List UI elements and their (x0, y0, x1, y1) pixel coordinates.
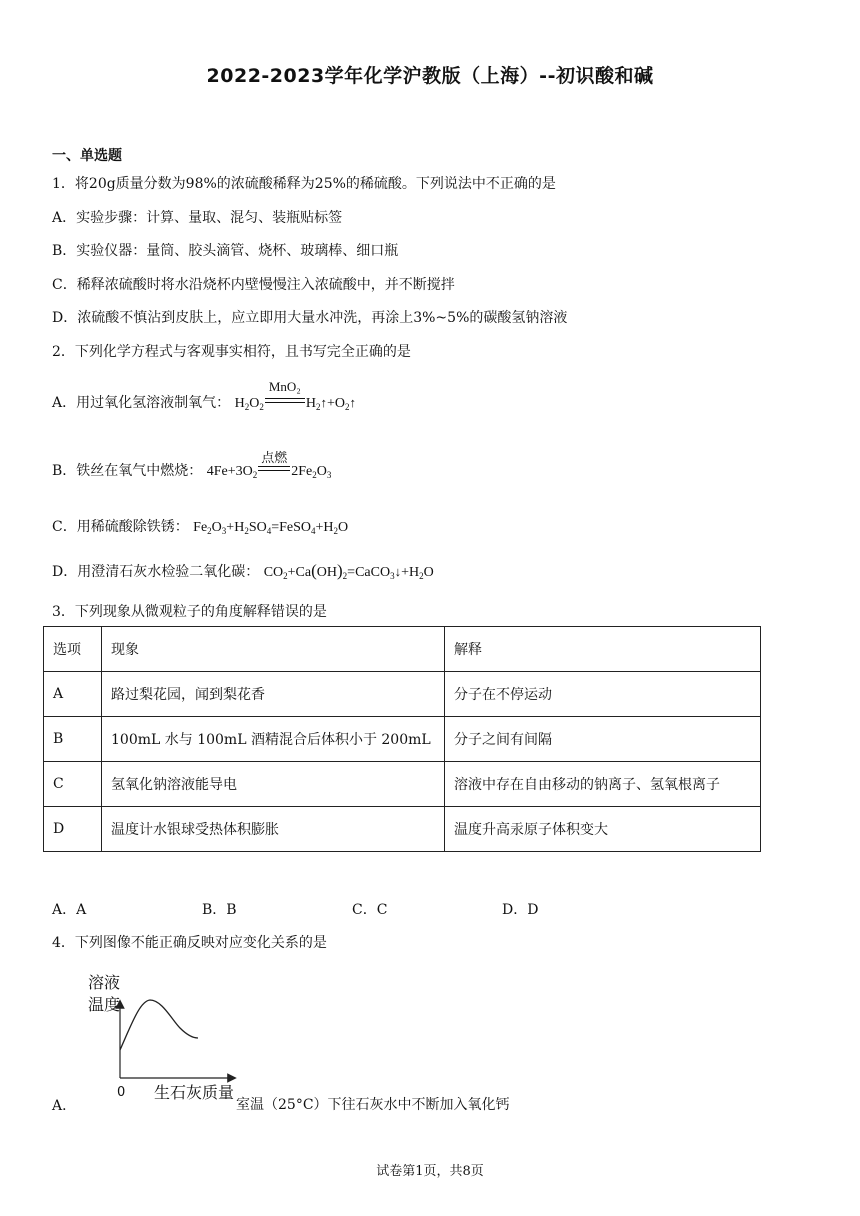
table-cell: A (44, 672, 102, 717)
q1-option-c: C．稀释浓硫酸时将水沿烧杯内壁慢慢注入浓硫酸中，并不断搅拌 (52, 277, 455, 293)
q2-option-d (52, 561, 434, 581)
q1-option-b: B．实验仪器：量筒、胶头滴管、烧杯、玻璃棒、细口瓶 (52, 243, 399, 259)
table-cell: 分子在不停运动 (445, 672, 761, 717)
table-header-row (44, 627, 761, 672)
table-cell: D (44, 807, 102, 852)
q2-option-c-equation: $Fe_2O_3+H_2SO_4=FeSO_4+H_2O$ (193, 520, 349, 536)
table-header-cell: 现象 (102, 627, 445, 672)
q3-option-a: A．A (52, 902, 87, 918)
q2-option-a-label: A．用过氧化氢溶液制氧气： (52, 395, 231, 411)
table-cell: C (44, 762, 102, 807)
q4-option-a-label: A． (52, 1098, 77, 1114)
q4-stem: 4．下列图像不能正确反映对应变化关系的是 (52, 935, 327, 951)
q3-option-b: B．B (202, 902, 237, 918)
q2-option-a (52, 379, 356, 412)
q2-option-b (52, 450, 332, 480)
table-cell: 溶液中存在自由移动的钠离子、氢氧根离子 (445, 762, 761, 807)
q1-option-a: A．实验步骤：计算、量取、混匀、装瓶贴标签 (52, 210, 343, 226)
q1-option-d: D．浓硫酸不慎沾到皮肤上，应立即用大量水冲洗，再涂上3%~5%的碳酸氢钠溶液 (52, 310, 568, 326)
graph-ylabel-2: 温度 (88, 995, 121, 1014)
q2-option-d-equation: $CO_2+Ca(OH)_2=CaCO_3↓+H_2O$ (263, 561, 434, 581)
q3-table (43, 626, 761, 852)
q4-option-a-graph (80, 968, 240, 1108)
q2-a-condition: MnO₂ (268, 379, 301, 394)
q2-option-a-equation: $H_2O_2$ MnO₂ $H_2↑+O_2↑$ (234, 379, 356, 412)
q3-option-c: C．C (352, 902, 388, 918)
table-cell: 100mL 水与 100mL 酒精混合后体积小于 200mL (102, 717, 445, 762)
table-header-cell: 选项 (44, 627, 102, 672)
table-cell: 路过梨花园，闻到梨花香 (102, 672, 445, 717)
q2-option-c (52, 516, 348, 536)
table-cell: 氢氧化钠溶液能导电 (102, 762, 445, 807)
graph-origin: 0 (117, 1085, 126, 1100)
q4-option-a-desc: 室温（25°C）下往石灰水中不断加入氧化钙 (236, 1097, 510, 1113)
section-heading: 一、单选题 (52, 148, 122, 164)
q3-stem: 3．下列现象从微观粒子的角度解释错误的是 (52, 604, 327, 620)
table-cell: B (44, 717, 102, 762)
table-row (44, 672, 761, 717)
graph-xlabel: 生石灰质量 (154, 1083, 235, 1102)
q1-stem: 1．将20g质量分数为98%的浓硫酸稀释为25%的稀硫酸。下列说法中不正确的是 (52, 176, 556, 192)
q3-option-d: D．D (502, 902, 539, 918)
q2-option-c-label: C．用稀硫酸除铁锈： (52, 519, 189, 535)
page-title: 2022-2023学年化学沪教版（上海）--初识酸和碱 (206, 65, 654, 87)
table-row (44, 717, 761, 762)
q2-option-b-equation: $4Fe+3O_2$ 点燃 $2Fe_2O_3$ (207, 464, 332, 479)
table-cell: 温度计水银球受热体积膨胀 (102, 807, 445, 852)
q2-option-d-label: D．用澄清石灰水检验二氧化碳： (52, 564, 260, 580)
temperature-curve (120, 1000, 198, 1050)
table-header-cell: 解释 (445, 627, 761, 672)
q2-option-b-label: B．铁丝在氧气中燃烧： (52, 463, 203, 479)
table-row (44, 807, 761, 852)
table-cell: 分子之间有间隔 (445, 717, 761, 762)
page-footer: 试卷第1页，共8页 (376, 1164, 484, 1179)
q2-b-condition: 点燃 (261, 450, 288, 465)
q2-stem: 2．下列化学方程式与客观事实相符，且书写完全正确的是 (52, 344, 411, 360)
graph-ylabel-1: 溶液 (88, 973, 121, 992)
table-row (44, 762, 761, 807)
table-cell: 温度升高汞原子体积变大 (445, 807, 761, 852)
